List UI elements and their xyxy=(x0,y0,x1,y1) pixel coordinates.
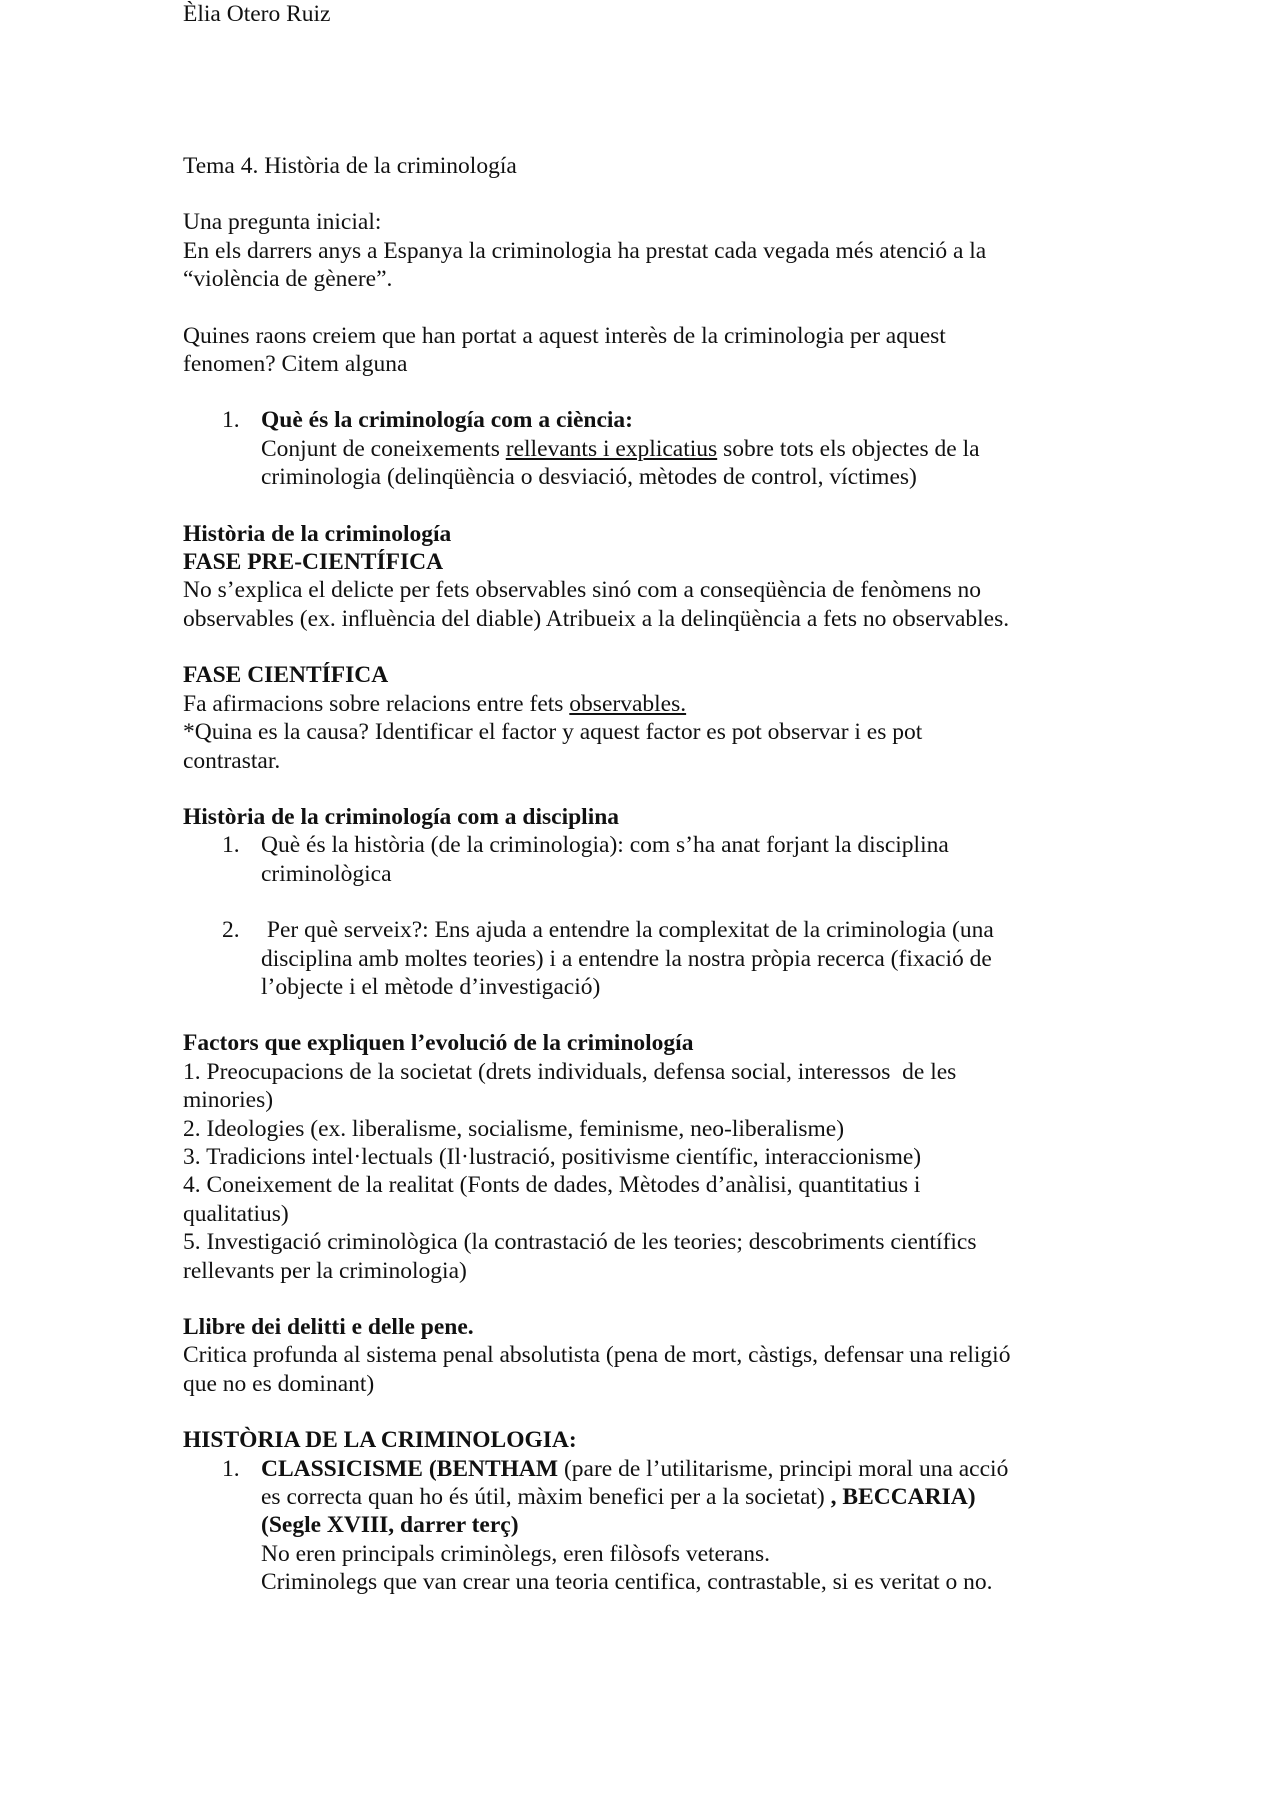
question-line: fenomen? Citem alguna xyxy=(183,351,408,378)
text-run: Fa afirmacions sobre relacions entre fets xyxy=(183,690,570,717)
factor-line: 4. Coneixement de la realitat (Fonts de dades, Mètodes d’anàlisi, quantitatius i xyxy=(183,1172,921,1199)
science-list xyxy=(183,406,1123,491)
author-header: Èlia Otero Ruiz xyxy=(183,1,331,27)
list-item-line: Què és la història (de la criminologia): com s’ha anat forjant la disciplina xyxy=(261,832,949,859)
intro-line: “violència de gènere”. xyxy=(183,266,393,293)
factor-line: 1. Preocupacions de la societat (drets individuals, defensa social, interessos de les xyxy=(183,1058,957,1085)
document-body xyxy=(183,152,1123,1597)
discipline-list xyxy=(183,831,1123,1001)
factor-line: qualitatius) xyxy=(183,1200,289,1227)
text-run: sobre tots els objectes de la xyxy=(717,435,980,462)
list-item xyxy=(183,831,1123,888)
list-item xyxy=(183,406,1123,491)
section-heading: FASE CIENTÍFICA xyxy=(183,662,389,689)
science-definition-cont: criminologia (delinqüència o desviació, mètodes de control, víctimes) xyxy=(261,464,917,491)
list-number: 1. xyxy=(222,407,240,434)
bold-text: CLASSICISME (BENTHAM xyxy=(261,1455,559,1482)
intro-label: Una pregunta inicial: xyxy=(183,209,382,236)
list-item-line: disciplina amb moltes teories) i a entendre la nostra pròpia recerca (fixació de xyxy=(261,945,992,972)
list-item-line: Per què serveix?: Ens ajuda a entendre la complexitat de la criminologia (una xyxy=(261,917,994,944)
science-definition xyxy=(261,435,1123,463)
list-number: 1. xyxy=(222,832,240,859)
factor-line: minories) xyxy=(183,1087,274,1114)
underlined-text: rellevants i explicatius xyxy=(505,435,718,462)
underlined-text: observables. xyxy=(569,690,687,717)
paragraph-line: contrastar. xyxy=(183,747,281,774)
text-run: Conjunt de coneixements xyxy=(261,435,506,462)
list-item-line xyxy=(261,1455,1123,1483)
factor-line: 3. Tradicions intel·lectuals (Il·lustració, positivisme científic, interaccionisme) xyxy=(183,1143,922,1170)
question-line: Quines raons creiem que han portat a aquest interès de la criminologia per aquest xyxy=(183,322,946,349)
factor-line: 2. Ideologies (ex. liberalisme, socialisme, feminisme, neo-liberalisme) xyxy=(183,1115,845,1142)
paragraph-line: No s’explica el delicte per fets observables sinó com a conseqüència de fenòmens no xyxy=(183,577,982,604)
list-item-line: No eren principals criminòlegs, eren filòsofs veterans. xyxy=(261,1540,771,1567)
paragraph-line: Critica profunda al sistema penal absolutista (pena de mort, càstigs, defensar una religió xyxy=(183,1342,1011,1369)
paragraph-line: que no es dominant) xyxy=(183,1370,375,1397)
list-number: 2. xyxy=(222,917,240,944)
document-title: Tema 4. Història de la criminología xyxy=(183,153,517,179)
history-list xyxy=(183,1455,1123,1597)
intro-line: En els darrers anys a Espanya la criminologia ha prestat cada vegada més atenció a la xyxy=(183,237,987,264)
text-run: es correcta quan ho és útil, màxim benefici per a la societat) xyxy=(261,1484,825,1511)
factor-line: 5. Investigació criminològica (la contrastació de les teories; descobriments científics xyxy=(183,1229,977,1256)
list-item-line xyxy=(261,1483,1123,1511)
paragraph-line: observables (ex. influència del diable) Atribueix a la delinqüència a fets no observables. xyxy=(183,605,1010,632)
list-item xyxy=(183,1455,1123,1597)
factor-line: rellevants per la criminologia) xyxy=(183,1257,467,1284)
list-item-line: criminològica xyxy=(261,860,392,887)
section-heading: Història de la criminología com a disciplina xyxy=(183,803,620,830)
bold-text: , BECCARIA) xyxy=(824,1484,976,1511)
list-item-line: Criminolegs que van crear una teoria centifica, contrastable, si es veritat o no. xyxy=(261,1569,993,1596)
list-number: 1. xyxy=(222,1455,240,1482)
list-item xyxy=(183,916,1123,1001)
section-heading: Factors que expliquen l’evolució de la criminología xyxy=(183,1030,694,1057)
science-heading: Què és la criminología com a ciència: xyxy=(261,407,634,434)
paragraph-line: *Quina es la causa? Identificar el factor y aquest factor es pot observar i es pot xyxy=(183,719,923,746)
section-heading: Llibre dei delitti e delle pene. xyxy=(183,1314,474,1340)
section-heading: FASE PRE-CIENTÍFICA xyxy=(183,549,444,576)
text-run: (pare de l’utilitarisme, principi moral una acció xyxy=(558,1455,1009,1482)
paragraph-line xyxy=(183,690,1123,718)
section-heading: Història de la criminología xyxy=(183,520,452,547)
section-heading: HISTÒRIA DE LA CRIMINOLOGIA: xyxy=(183,1427,577,1454)
list-item-line: (Segle XVIII, darrer terç) xyxy=(261,1512,519,1539)
list-item-line: l’objecte i el mètode d’investigació) xyxy=(261,973,601,1000)
